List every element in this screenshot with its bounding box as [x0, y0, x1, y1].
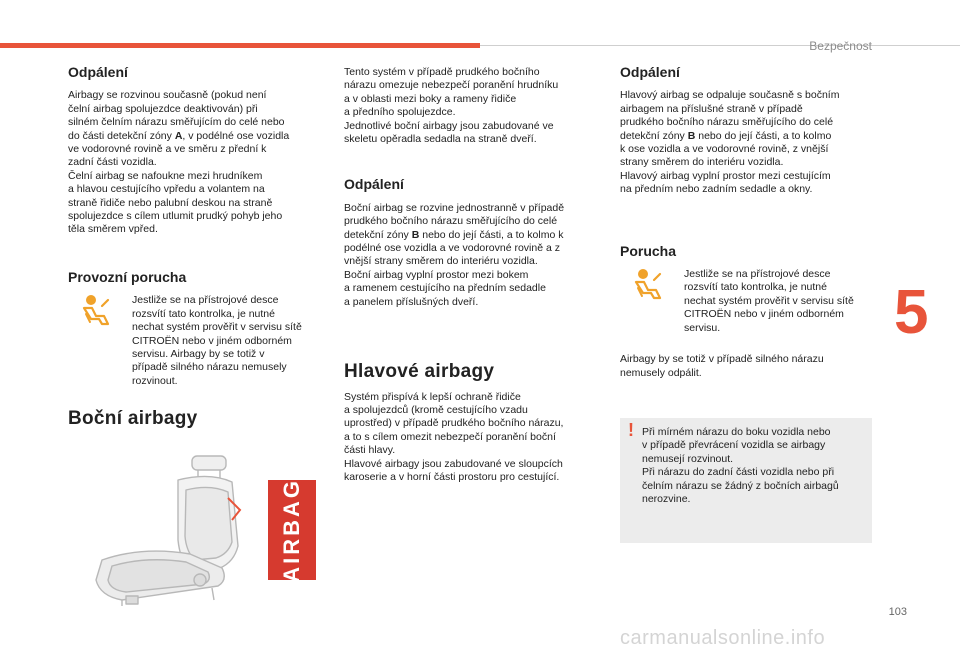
watermark: carmanualsonline.info [620, 627, 826, 649]
curtain-failure-text: Airbagy by se totiž v případě silného nárazu nemusely odpálit. [620, 353, 824, 379]
warning-text-2: Jestliže se na přístrojové desce rozsvítí tato kontrolka, je nutné nechat systém prověřit v servisu sítě CITROËN nebo v jiném odborném servisu. [684, 268, 854, 334]
seat-side-airbag-illustration [82, 450, 242, 608]
heading-porucha: Porucha [620, 242, 677, 259]
column-2 [344, 66, 602, 484]
header-accent-bar [0, 43, 480, 48]
zone-b-label-2: B [687, 129, 696, 142]
heading-odpaleni-side: Odpálení [344, 176, 404, 193]
notice-box [620, 418, 872, 543]
warning-text-1: Jestliže se na přístrojové desce rozsvítí tato kontrolka, je nutné nechat systém prověřit v servisu sítě CITROËN nebo v jiném odborném servisu. Airbagy by se totiž v případě silného nárazu nemusely rozvinout. [132, 294, 302, 387]
airbag-label-text: AIRBAG [279, 477, 304, 583]
column-3 [620, 66, 878, 380]
zone-b-label: B [411, 228, 420, 241]
heading-odpaleni-curtain: Odpálení [620, 64, 680, 80]
curtain-deploy-text: Hlavový airbag se odpaluje současně s bočním airbagem na příslušné straně v případě prudkého bočního nárazu směřujícího do celé detekční zóny B nebo do její části, a to kolmo k ose vozidla a ve vodorovné rovině, z vnější strany směrem do interiéru vozidla. Hlavový airbag vyplní prostor mezi cestujícím na předním nebo zadním sedadle a okny. [620, 89, 840, 196]
airbag-label-tag [268, 477, 316, 583]
heading-odpaleni-frontal: Odpálení [68, 64, 128, 80]
heading-provozni-porucha: Provozní porucha [68, 268, 187, 285]
zone-a-label: A [174, 129, 183, 142]
column-1 [68, 66, 326, 438]
section-title: Bezpečnost [809, 39, 872, 53]
side-airbag-intro-text: Tento systém v případě prudkého bočního nárazu omezuje nebezpečí poranění hrudníku a v oblasti mezi boky a rameny řidiče a předního spolujezdce. Jednotlivé boční airbagy jsou zabudované ve skeletu opěradla sedadla na straně dveří. [344, 66, 559, 146]
chapter-number: 5 [894, 278, 929, 347]
curtain-airbag-text: Systém přispívá k lepší ochraně řidiče a spolujezdců (kromě cestujícího vzadu uprostřed) v případě prudkého bočního nárazu, a to s cílem omezit nebezpečí poranění boční části hlavy. Hlavové airbagy jsou zabudované ve sloupcích karoserie a v horní části prostoru pro cestující. [344, 390, 564, 483]
page-number: 103 [888, 606, 907, 618]
warning-block-1 [68, 294, 326, 388]
notice-text: Při mírném nárazu do boku vozidla nebo v případě převrácení vozidla se airbagy nemusejí rozvinout. Při nárazu do zadní části vozidla nebo při čelním nárazu se žádný z bočních airbagů nerozvine. [642, 426, 839, 506]
heading-hlavove-airbagy: Hlavové airbagy [344, 361, 495, 383]
warning-block-2 [620, 268, 878, 335]
heading-bocni-airbagy: Boční airbagy [68, 408, 198, 430]
side-deploy-text: Boční airbag se rozvine jednostranně v případě prudkého bočního nárazu směřujícího do celé detekční zóny B nebo do její části, a to kolmo k podélné ose vozidla a ve vodorovné rovině a z vnější strany směrem do interiéru vozidla. Boční airbag vyplní prostor mezi bokem a ramenem cestujícího na předním sedadle a panelem příslušných dveří. [344, 201, 565, 308]
airbag-warning-light-icon [634, 268, 664, 300]
header-rule [480, 45, 960, 46]
airbag-warning-light-icon [82, 294, 112, 326]
exclamation-icon: ! [628, 420, 634, 440]
frontal-deploy-text: Airbagy se rozvinou současně (pokud není čelní airbag spolujezdce deaktivován) při silném čelním nárazu směřujícím do celé nebo do části detekční zóny A, v podélné ose vozidla ve vodorovné rovině a ve směru z přední k zadní části vozidla. Čelní airbag se nafoukne mezi hrudníkem a hlavou cestujícího vpředu a volantem na straně řidiče nebo palubní deskou na straně spolujezdce s cílem utlumit prudký pohyb jeho těla směrem vpřed. [68, 89, 290, 236]
